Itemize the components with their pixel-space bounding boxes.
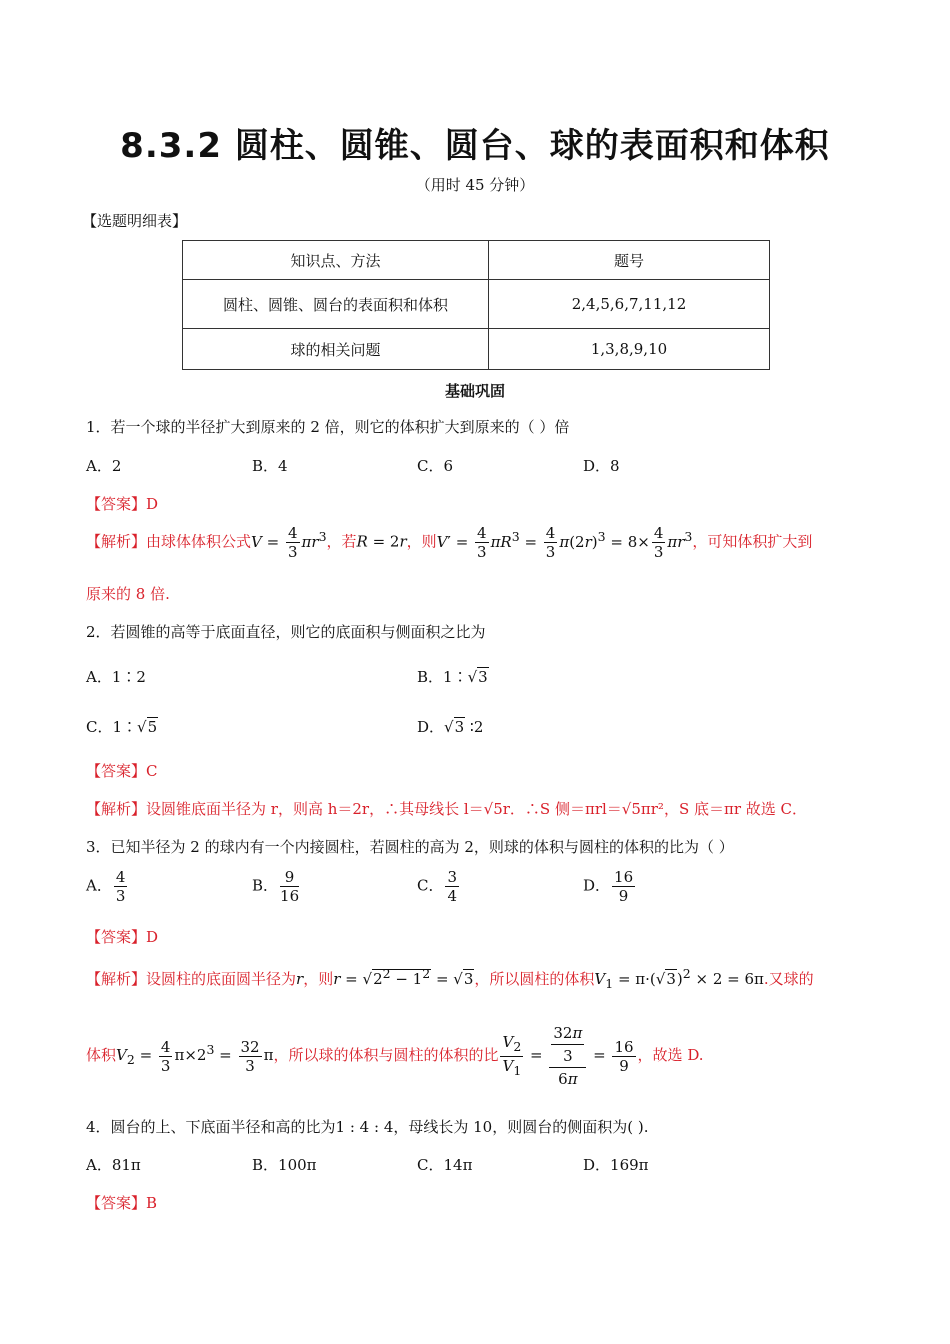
q4-answer: 【答案】B xyxy=(86,1194,158,1212)
table-cell: 圆柱、圆锥、圆台的表面积和体积 xyxy=(183,280,489,329)
q1-option-c: C．6 xyxy=(417,457,454,475)
page-title: 8.3.2 圆柱、圆锥、圆台、球的表面积和体积 xyxy=(120,126,830,166)
time-limit: （用时 45 分钟） xyxy=(415,176,535,194)
q1-analysis: 【解析】由球体体积公式V = $\frac{4}{3}$ $\pi r^3$，若R = 2r，则V′ = $\frac{4}{3}$ $\pi R^3$ = $\frac{4}{3}$ $\pi(2r)^3 = 8\times$ $\frac{4}{3}$ $\pi r^3$，可知体积扩大到 xyxy=(86,524,813,561)
q2-stem: 2．若圆锥的高等于底面直径，则它的底面积与侧面积之比为 xyxy=(86,623,486,641)
table-cell: 1,3,8,9,10 xyxy=(489,329,770,370)
q2-option-c: C．1∶√5 xyxy=(86,718,158,736)
q1-analysis-cont: 原来的 8 倍. xyxy=(86,585,170,603)
q4-option-b: B．100π xyxy=(252,1156,317,1174)
q2-analysis: 【解析】设圆锥底面半径为 r，则高 h＝2r，∴其母线长 l＝√5r．∴S 侧＝πrl＝√5πr²，S 底＝πr 故选 C． xyxy=(86,800,808,818)
q4-option-a: A．81π xyxy=(86,1156,141,1174)
table-cell: 2,4,5,6,7,11,12 xyxy=(489,280,770,329)
q3-analysis: 【解析】设圆柱的底面圆半径为r，则$r = √2^2 - 1^2 = √3$，所以圆柱的体积$V_1 = \pi\cdot(√3)^2 \times 2 = 6\pi$.又球的 xyxy=(86,966,814,991)
q1-option-a: A．2 xyxy=(86,457,122,475)
table-cell: 球的相关问题 xyxy=(183,329,489,370)
table-header: 知识点、方法 xyxy=(183,241,489,280)
q1-answer: 【答案】D xyxy=(86,495,159,513)
section-heading: 基础巩固 xyxy=(444,382,505,400)
q2-option-d: D．√3 ∶2 xyxy=(417,718,484,736)
q2-option-a: A．1∶2 xyxy=(86,668,146,686)
table-tag: 【选题明细表】 xyxy=(82,212,188,230)
q3-option-b: B． $\frac{9}{16}$ xyxy=(252,868,300,905)
q3-option-c: C． $\frac{3}{4}$ xyxy=(417,868,458,905)
q3-answer: 【答案】D xyxy=(86,928,159,946)
q1-stem: 1．若一个球的半径扩大到原来的 2 倍，则它的体积扩大到原来的（ ）倍 xyxy=(86,418,570,436)
q1-option-b: B．4 xyxy=(252,457,288,475)
q4-stem: 4．圆台的上、下底面半径和高的比为1 : 4 : 4，母线长为 10，则圆台的侧面积为( ). xyxy=(86,1118,649,1136)
topic-table xyxy=(182,240,770,370)
q1-option-d: D．8 xyxy=(583,457,620,475)
q3-stem: 3．已知半径为 2 的球内有一个内接圆柱，若圆柱的高为 2，则球的体积与圆柱的体积的比为（ ） xyxy=(86,838,734,856)
table-header: 题号 xyxy=(489,241,770,280)
q4-option-d: D．169π xyxy=(583,1156,649,1174)
q3-option-d: D． $\frac{16}{9}$ xyxy=(583,868,634,905)
q3-option-a: A． $\frac{4}{3}$ xyxy=(86,868,126,905)
q3-analysis-cont: 体积$V_2$ = $\frac{4}{3}$ $\pi\times 2^3$ = $\frac{32}{3}$ π，所以球的体积与圆柱的体积的比 $\frac{V_2}{V_1}$ = 32π 3 6π = $\frac{16}{9}$ ，故选 D. xyxy=(86,1024,704,1088)
q2-answer: 【答案】C xyxy=(86,762,158,780)
q4-option-c: C．14π xyxy=(417,1156,473,1174)
q2-option-b: B．1∶√3 xyxy=(417,668,488,686)
